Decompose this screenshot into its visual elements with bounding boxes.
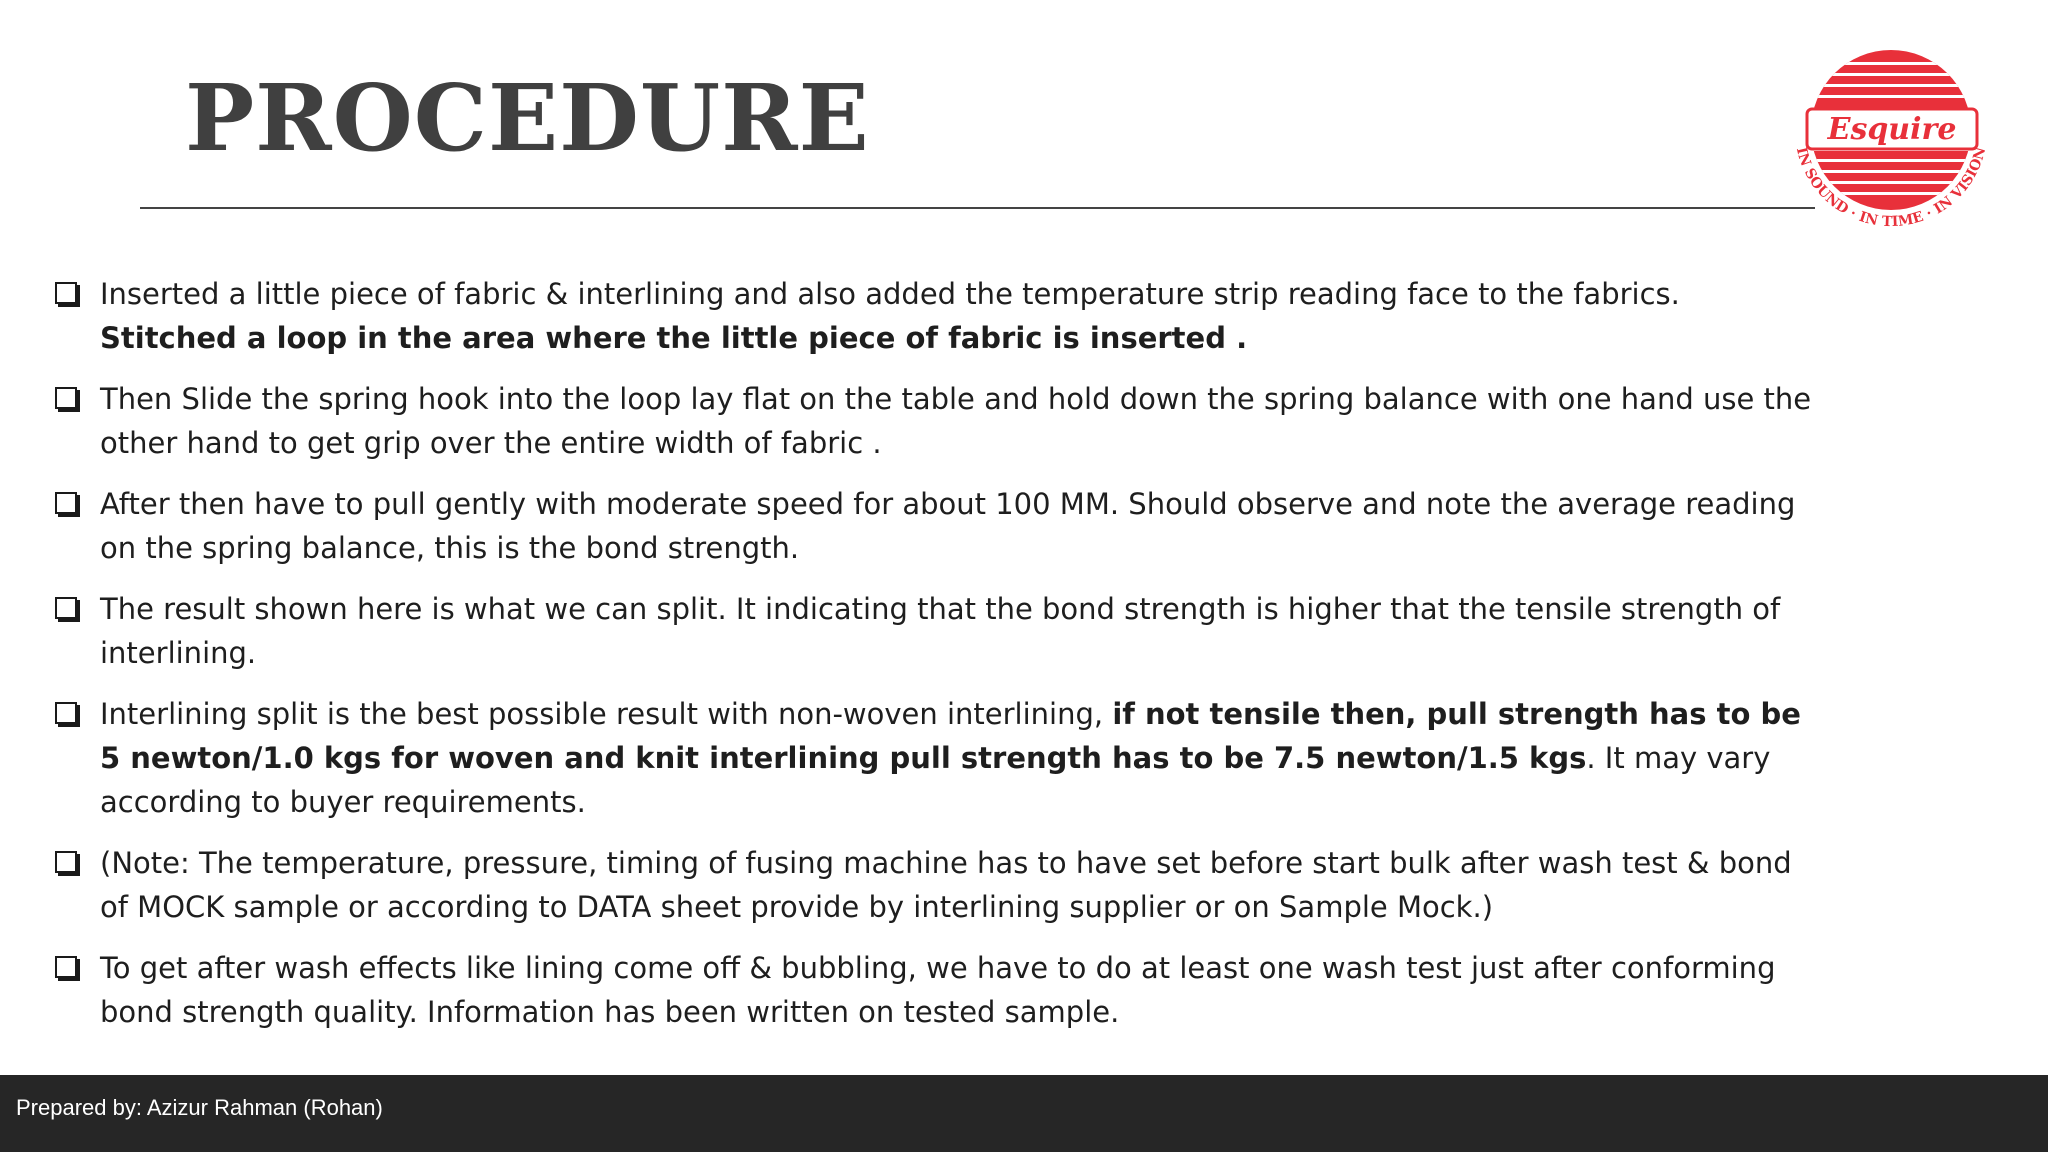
list-item-text: To get after wash effects like lining come off & bubbling, we have to do at least one wash test just after conforming bond strength quality. Information has been written on tested sample. [100, 951, 1776, 1029]
list-item-text: Then Slide the spring hook into the loop lay flat on the table and hold down the spring balance with one hand use the other hand to get grip over the entire width of fabric . [100, 382, 1812, 460]
checkbox-bullet-icon [55, 956, 77, 978]
list-item-text: Interlining split is the best possible result with non-woven interlining, if not tensile then, pull strength has to be 5 newton/1.0 kgs for woven and knit interlining pull strength has to be 7.5 newton/1.5 kgs. It may vary according to buyer requirements. [100, 697, 1801, 819]
logo-brand-text: Esquire [1827, 112, 1957, 147]
list-item-text: (Note: The temperature, pressure, timing of fusing machine has to have set before start bulk after wash test & bond of MOCK sample or according to DATA sheet provide by interlining supplier or on Sample Mock.) [100, 846, 1792, 924]
list-item-text: After then have to pull gently with moderate speed for about 100 MM. Should observe and note the average reading on the spring balance, this is the bond strength. [100, 487, 1796, 565]
footer-credit: Prepared by: Azizur Rahman (Rohan) [16, 1095, 383, 1120]
esquire-logo [1775, 32, 2005, 242]
list-item [55, 946, 1825, 1034]
list-item [55, 692, 1825, 824]
checkbox-bullet-icon [55, 492, 77, 514]
footer-bar [0, 1075, 2048, 1152]
checkbox-bullet-icon [55, 851, 77, 873]
title-divider [140, 207, 1815, 209]
list-item [55, 482, 1825, 570]
slide-title: PROCEDURE [185, 64, 870, 172]
checkbox-bullet-icon [55, 282, 77, 304]
checkbox-bullet-icon [55, 597, 77, 619]
list-item [55, 841, 1825, 929]
procedure-list [55, 272, 1825, 1051]
logo-tagline-text: IN SOUND · IN TIME · IN VISION [1792, 145, 1990, 231]
checkbox-bullet-icon [55, 387, 77, 409]
list-item [55, 587, 1825, 675]
list-item [55, 272, 1825, 360]
list-item [55, 377, 1825, 465]
list-item-text: The result shown here is what we can split. It indicating that the bond strength is higher that the tensile strength of interlining. [100, 592, 1781, 670]
list-item-text: Inserted a little piece of fabric & interlining and also added the temperature strip reading face to the fabrics. Stitched a loop in the area where the little piece of fabric is inserted . [100, 277, 1680, 355]
checkbox-bullet-icon [55, 702, 77, 724]
